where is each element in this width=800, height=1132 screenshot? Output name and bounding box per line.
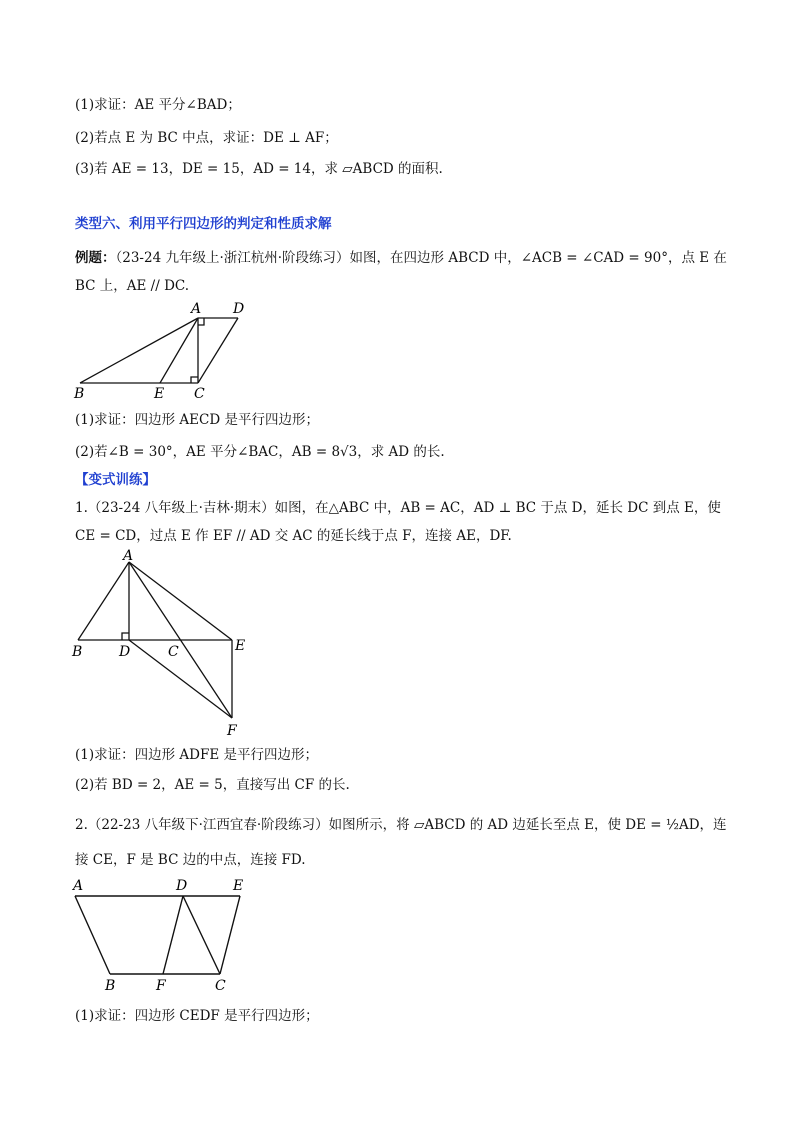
segment-ae xyxy=(129,562,232,640)
question-3-text: (3)若 AE = 13，DE = 15，AD = 14，求 ▱ABCD 的面积. xyxy=(75,161,443,177)
label-a: A xyxy=(73,878,84,894)
right-angle-a xyxy=(198,318,204,325)
example-line-1 xyxy=(75,248,727,268)
label-d: D xyxy=(233,301,245,317)
segment-ab xyxy=(78,562,129,640)
label-a: A xyxy=(123,548,134,564)
example-text-1: （23-24 九年级上·浙江杭州·阶段练习）如图，在四边形 ABCD 中，∠ACB = ∠CAD = 90°，点 E 在 xyxy=(115,250,727,266)
label-e: E xyxy=(235,638,246,654)
example-line-2: BC 上，AE // DC. xyxy=(75,278,190,294)
segment-df xyxy=(129,640,232,718)
right-angle-d xyxy=(122,633,129,640)
practice-2-line-1: 2.（22-23 八年级下·江西宜春·阶段练习）如图所示，将 ▱ABCD 的 AD 边延长至点 E，使 DE = ½AD，连 xyxy=(75,817,727,833)
segment-ab xyxy=(75,896,110,974)
right-angle-c xyxy=(191,377,198,383)
label-b: B xyxy=(74,386,85,402)
example-question-2: (2)若∠B = 30°，AE 平分∠BAC，AB = 8√3，求 AD 的长. xyxy=(75,444,445,460)
practice-1-question-2: (2)若 BD = 2，AE = 5，直接写出 CF 的长. xyxy=(75,777,350,793)
practice-1-question-1: (1)求证：四边形 ADFE 是平行四边形； xyxy=(75,747,318,763)
section-heading: 类型六、利用平行四边形的判定和性质求解 xyxy=(75,216,332,232)
segment-dc xyxy=(183,896,220,974)
example-question-1: (1)求证：四边形 AECD 是平行四边形； xyxy=(75,412,319,428)
segment-dc xyxy=(198,318,238,383)
segment-ec xyxy=(220,896,240,974)
label-c: C xyxy=(194,386,205,402)
label-c: C xyxy=(215,978,226,994)
label-a: A xyxy=(191,301,202,317)
practice-2-figure xyxy=(70,872,260,997)
segment-ab xyxy=(80,318,198,383)
label-e: E xyxy=(233,878,244,894)
label-d: D xyxy=(119,644,131,660)
practice-heading: 【变式训练】 xyxy=(75,472,156,488)
practice-1-line-2: CE = CD，过点 E 作 EF // AD 交 AC 的延长线于点 F，连接 AE，DF. xyxy=(75,528,512,544)
example-label: 例题： xyxy=(75,250,116,266)
label-b: B xyxy=(105,978,116,994)
practice-1-line-1: 1.（23-24 八年级上·吉林·期末）如图，在△ABC 中，AB = AC，AD ⊥ BC 于点 D，延长 DC 到点 E，使 xyxy=(75,500,721,516)
question-2-text: (2)若点 E 为 BC 中点，求证：DE ⊥ AF； xyxy=(75,130,338,146)
label-b: B xyxy=(72,644,83,660)
label-d: D xyxy=(176,878,188,894)
question-1-text: (1)求证：AE 平分∠BAD； xyxy=(75,97,241,113)
label-f: F xyxy=(156,978,166,994)
label-c: C xyxy=(168,644,179,660)
practice-1-figure xyxy=(70,548,260,743)
segment-df xyxy=(163,896,183,974)
practice-2-line-2: 接 CE，F 是 BC 边的中点，连接 FD. xyxy=(75,852,306,868)
practice-2-question-1: (1)求证：四边形 CEDF 是平行四边形； xyxy=(75,1008,319,1024)
label-f: F xyxy=(227,723,237,739)
example-figure xyxy=(70,298,260,403)
label-e: E xyxy=(154,386,165,402)
